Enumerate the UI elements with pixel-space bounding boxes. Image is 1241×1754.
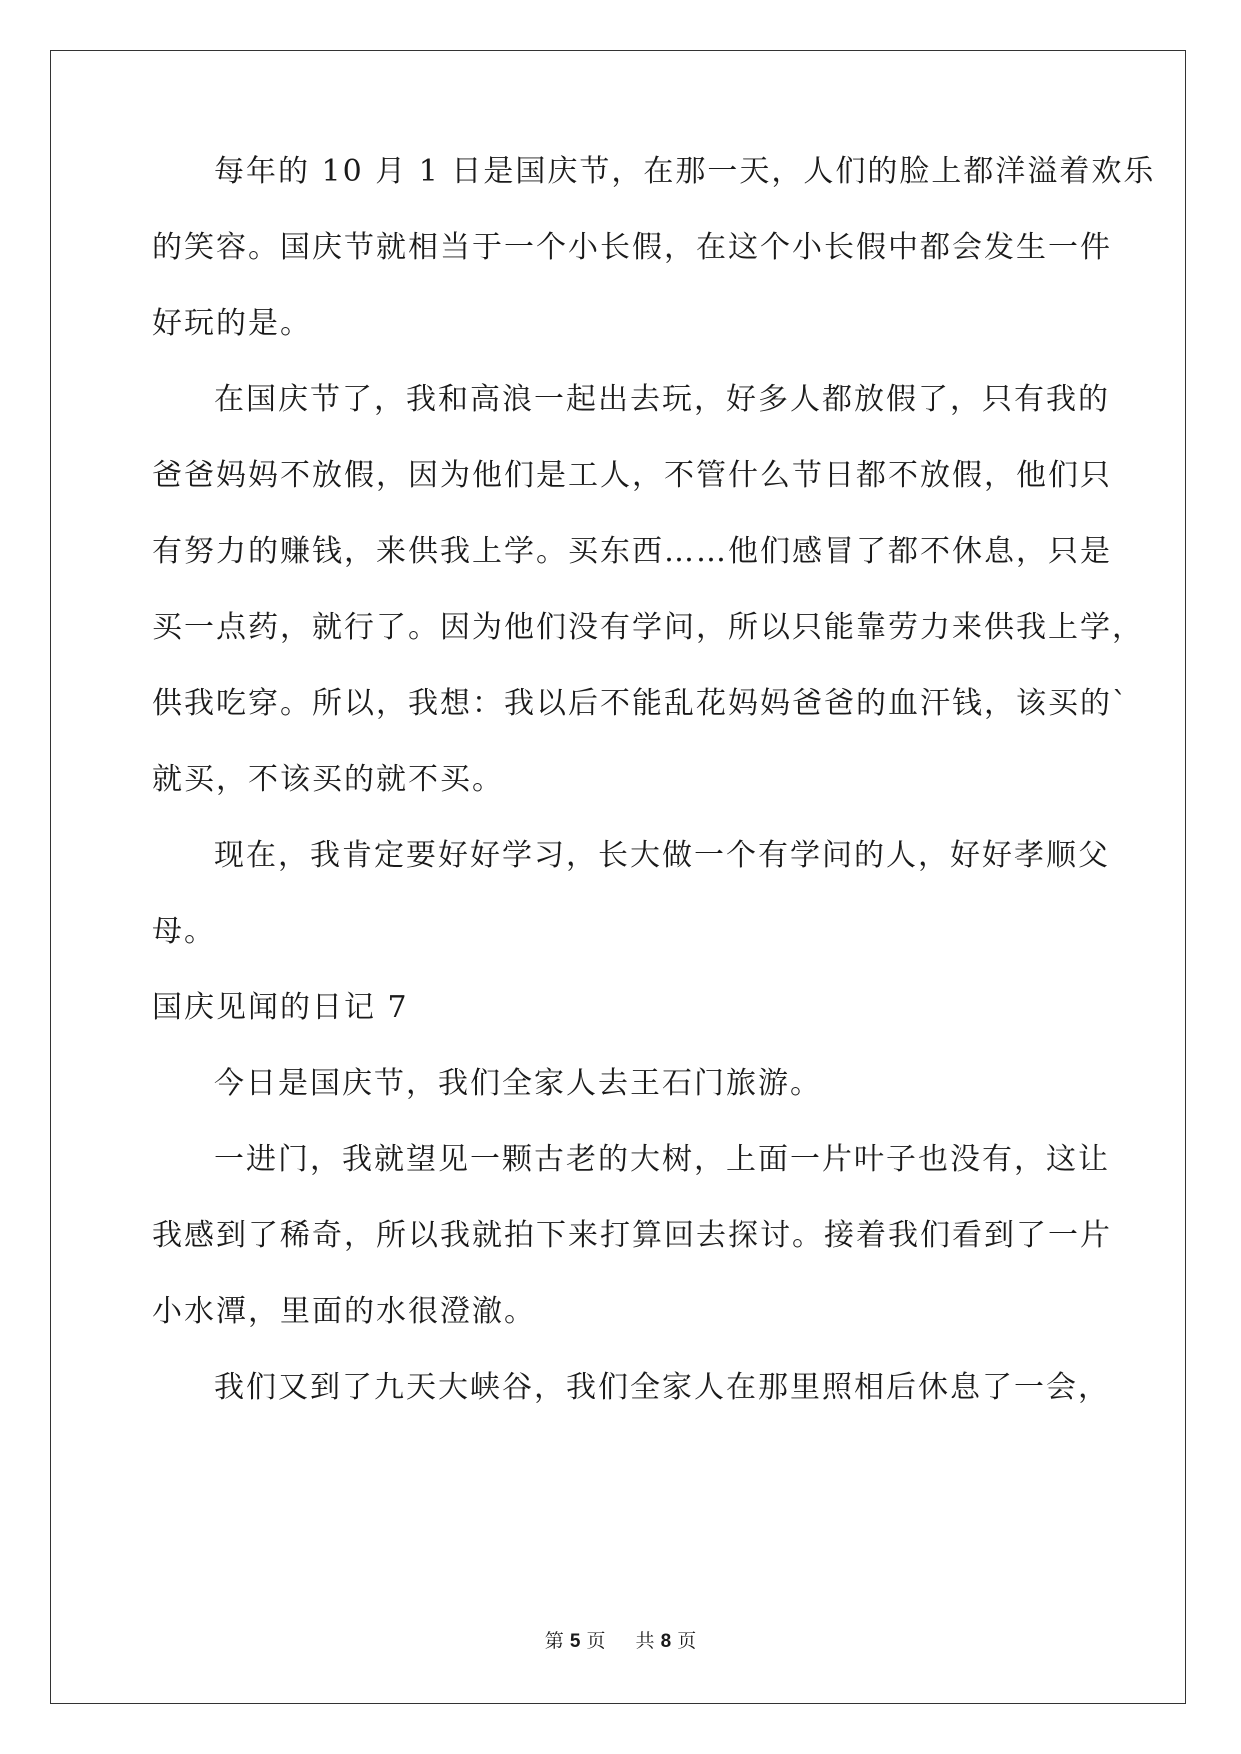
paragraph-line: 在国庆节了，我和高浪一起出去玩，好多人都放假了，只有我的	[214, 382, 1110, 417]
paragraph-line: 爸爸妈妈不放假，因为他们是工人，不管什么节日都不放假，他们只	[152, 458, 1112, 493]
page-footer	[0, 1629, 1241, 1654]
section-heading: 国庆见闻的日记 7	[152, 990, 409, 1025]
page-border	[50, 50, 1186, 1704]
paragraph-line: 好玩的是。	[152, 306, 312, 341]
page-suffix: 页	[586, 1630, 606, 1652]
page-total: 8	[660, 1631, 672, 1652]
total-prefix: 共	[635, 1630, 655, 1652]
paragraph-line: 一进门，我就望见一颗古老的大树，上面一片叶子也没有，这让	[214, 1142, 1110, 1177]
paragraph-line: 每年的 10 月 1 日是国庆节，在那一天，人们的脸上都洋溢着欢乐	[214, 154, 1156, 189]
paragraph-line: 我们又到了九天大峡谷，我们全家人在那里照相后休息了一会，	[214, 1370, 1110, 1405]
paragraph-line: 现在，我肯定要好好学习，长大做一个有学问的人，好好孝顺父	[214, 838, 1110, 873]
paragraph-line: 的笑容。国庆节就相当于一个小长假，在这个小长假中都会发生一件	[152, 230, 1112, 265]
paragraph-line: 供我吃穿。所以，我想：我以后不能乱花妈妈爸爸的血汗钱，该买的`	[152, 686, 1129, 721]
paragraph-line: 买一点药，就行了。因为他们没有学问，所以只能靠劳力来供我上学，	[152, 610, 1144, 645]
paragraph-line: 我感到了稀奇，所以我就拍下来打算回去探讨。接着我们看到了一片	[152, 1218, 1112, 1253]
page-prefix: 第	[544, 1630, 564, 1652]
paragraph-line: 就买，不该买的就不买。	[152, 762, 504, 797]
paragraph-line: 小水潭，里面的水很澄澈。	[152, 1294, 536, 1329]
total-suffix: 页	[677, 1630, 697, 1652]
paragraph-line: 今日是国庆节，我们全家人去王石门旅游。	[214, 1066, 822, 1101]
paragraph-line: 有努力的赚钱，来供我上学。买东西……他们感冒了都不休息，只是	[152, 534, 1112, 569]
paragraph-line: 母。	[152, 914, 216, 949]
page-current: 5	[569, 1631, 581, 1652]
